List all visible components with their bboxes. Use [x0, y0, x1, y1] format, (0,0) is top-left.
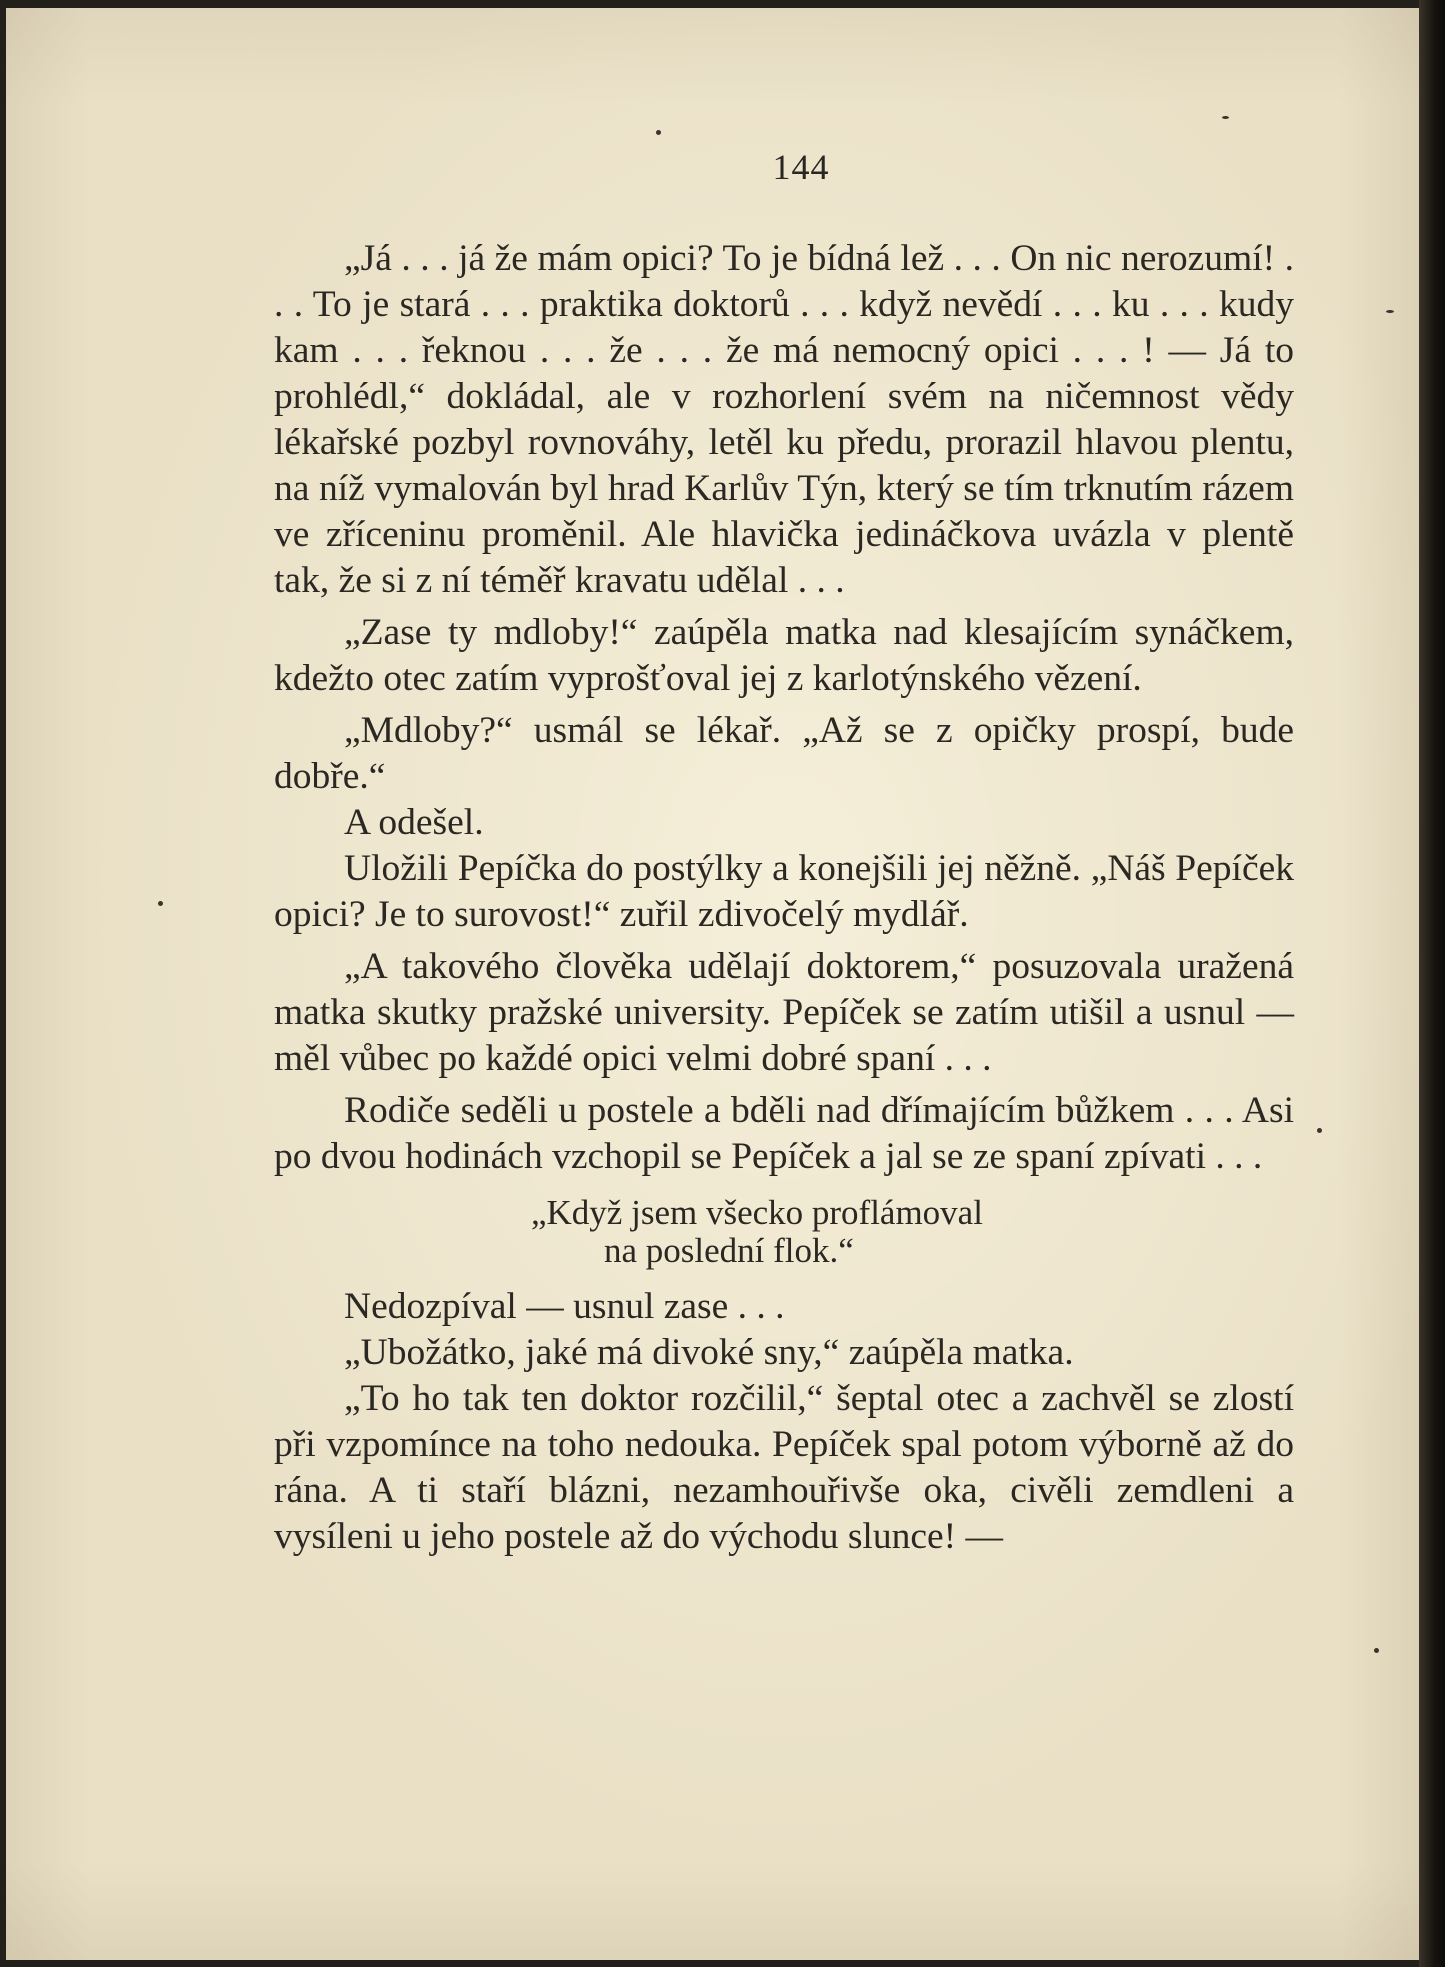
paragraph: „To ho tak ten doktor rozčilil,“ šeptal otec a zachvěl se zlostí při vzpomínce na toho nedouka. Pepíček spal potom výborně až do rána. A ti staří blázni, nezamhouřivše oka, civěli zemdleni a vysíleni u jeho postele až do východu slunce! —	[274, 1378, 1294, 1557]
song-verse	[274, 1194, 1294, 1270]
book-gutter-shadow	[1419, 0, 1445, 1967]
paragraph: „Já . . . já že mám opici? To je bídná lež . . . On nic nerozumí! . . . To je stará . . . praktika doktorů . . . když nevědí . . . ku . . . kudy kam . . . řeknou . . . že . . . že má nemocný opici . . . ! — Já to prohlédl,“ dokládal, ale v rozhorlení svém na ničemnost vědy lékařské pozbyl rovnováhy, letěl ku předu, prorazil hlavou plentu, na níž vymalován byl hrad Karlův Týn, který se tím trknutím rázem ve zříceninu proměnil. Ale hlavička jedináčkova uvázla v plentě tak, že si z ní téměř kravatu udělal . . .	[274, 238, 1294, 601]
paragraph: Rodiče seděli u postele a bděli nad dřímajícím bůžkem . . . Asi po dvou hodinách vzchopil se Pepíček a jal se ze spaní zpívati . . .	[274, 1090, 1294, 1177]
print-speck	[158, 901, 163, 906]
print-speck	[656, 130, 661, 135]
paragraph: „Ubožátko, jaké má divoké sny,“ zaúpěla matka.	[344, 1332, 1074, 1373]
paragraph: A odešel.	[344, 802, 484, 843]
print-speck	[1374, 1648, 1379, 1653]
paragraph: „Mdloby?“ usmál se lékař. „Až se z opičky prospí, bude dobře.“	[274, 710, 1294, 797]
paragraph: Uložili Pepíčka do postýlky a konejšili jej něžně. „Náš Pepíček opici? Je to surovost!“ zuřil zdivočelý mydlář.	[274, 848, 1294, 935]
body-text	[274, 236, 1294, 1560]
verse-line: „Když jsem všecko proflámoval	[531, 1193, 983, 1232]
print-speck	[1317, 1128, 1322, 1133]
print-speck	[1222, 116, 1229, 119]
verse-line-indented	[274, 1232, 1294, 1270]
print-speck	[1386, 310, 1394, 313]
paragraph: „A takového člověka udělají doktorem,“ posuzovala uražená matka skutky pražské university. Pepíček se zatím utišil a usnul — měl vůbec po každé opici velmi dobré spaní . . .	[274, 946, 1294, 1079]
paragraph: Nedozpíval — usnul zase . . .	[344, 1286, 785, 1327]
paragraph: „Zase ty mdloby!“ zaúpěla matka nad klesajícím synáčkem, kdežto otec zatím vyprošťoval jej z karlotýnského vězení.	[274, 612, 1294, 699]
page-number: 144	[772, 147, 830, 187]
verse-line: na poslední flok.“	[604, 1231, 854, 1270]
book-page	[6, 8, 1424, 1960]
